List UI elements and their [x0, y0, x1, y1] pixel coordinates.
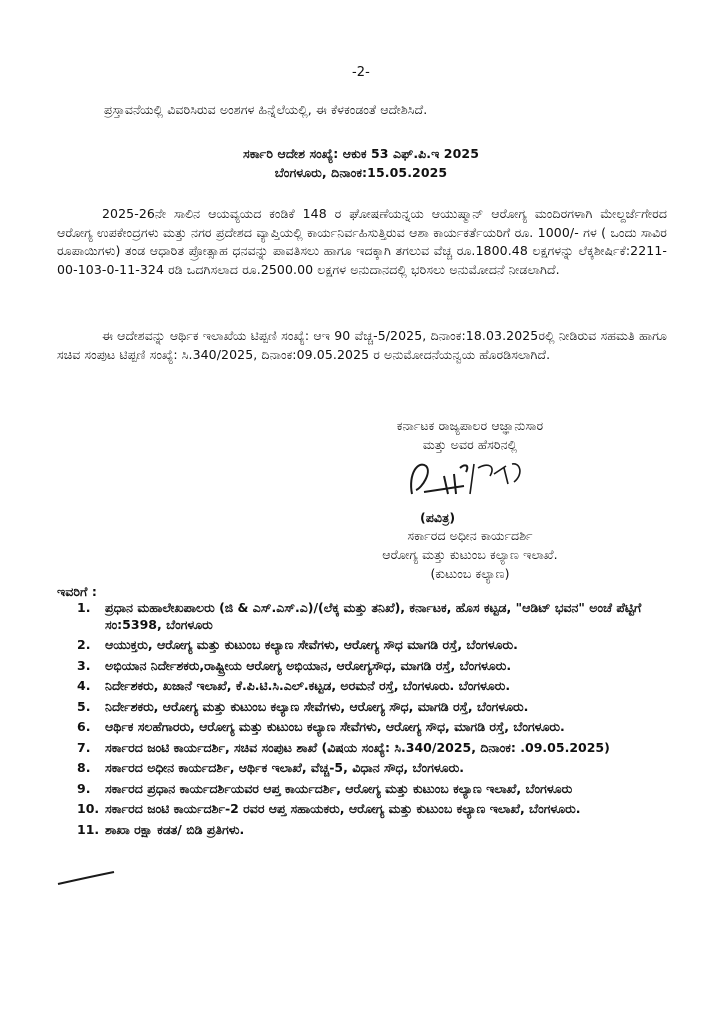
- list-item: 9. ಸರ್ಕಾರದ ಪ್ರಧಾನ ಕಾರ್ಯದರ್ಶಿಯವರ ಆಪ್ತ ಕಾರ್ಯದರ್ಶಿ, ಆರೋಗ್ಯ ಮತ್ತು ಕುಟುಂಬ ಕಲ್ಯಾಣ ಇಲಾಖೆ, ಬೆಂಗಳೂರು: [77, 780, 573, 796]
- governor-name-line: ಮತ್ತು ಅವರ ಹೆಸರಿನಲ್ಲಿ: [422, 437, 518, 452]
- list-item: 7. ಸರ್ಕಾರದ ಜಂಟಿ ಕಾರ್ಯದರ್ಶಿ, ಸಚಿವ ಸಂಪುಟ ಶಾಖೆ (ವಿಷಯ ಸಂಖ್ಯೆ: ಸಿ.340/2025, ದಿನಾಂಕ: .09.05.2025): [77, 739, 610, 755]
- list-item: 1. ಪ್ರಧಾನ ಮಹಾಲೇಖಪಾಲರು (ಜಿ & ಎಸ್.ಎಸ್.ಎ)/(ಲೆಕ್ಕ ಮತ್ತು ತನಿಖೆ), ಕರ್ನಾಟಕ, ಹೊಸ ಕಟ್ಟಡ, "ಆಡಿಟ್ ಭವನ" ಅಂಚೆ ಪೆಟ್ಟಿಗೆ ಸಂ:5398, ಬೆಂಗಳೂರು: [77, 600, 642, 632]
- list-item: 6. ಆರ್ಥಿಕ ಸಲಹೆಗಾರರು, ಆರೋಗ್ಯ ಮತ್ತು ಕುಟುಂಬ ಕಲ್ಯಾಣ ಸೇವೆಗಳು, ಆರೋಗ್ಯ ಸೌಧ, ಮಾಗಡಿ ರಸ್ತೆ, ಬೆಂಗಳೂರು.: [77, 719, 565, 734]
- list-item: 10. ಸರ್ಕಾರದ ಜಂಟಿ ಕಾರ್ಯದರ್ಶಿ-2 ರವರ ಆಪ್ತ ಸಹಾಯಕರು, ಆರೋಗ್ಯ ಮತ್ತು ಕುಟುಂಬ ಕಲ್ಯಾಣ ಇಲಾಖೆ, ಬೆಂಗಳೂರು.: [77, 801, 581, 816]
- order-paragraph-1: 2025-26ನೇ ಸಾಲಿನ ಆಯವ್ಯಯದ ಕಂಡಿಕೆ 148 ರ ಘೋಷಣೆಯನ್ನಯ ಆಯುಷ್ಮಾನ್ ಆರೋಗ್ಯ ಮಂದಿರಗಳಾಗಿ ಮೇಲ್ದರ್ಜೆಗೇರದ ಆರೋಗ್ಯ ಉಪಕೇಂದ್ರಗಳು ಮತ್ತು ನಗರ ಪ್ರದೇಶದ ವ್ಯಾಪ್ತಿಯಲ್ಲಿ ಕಾರ್ಯನಿರ್ವಹಿಸುತ್ತಿರುವ ಆಶಾ ಕಾರ್ಯಕರ್ತೆಯರಿಗೆ ರೂ. 1000/- ಗಳ ( ಒಂದು ಸಾವಿರ ರೂಪಾಯಿಗಳು) ತಂಡ ಆಧಾರಿತ ಪ್ರೋತ್ಸಾಹ ಧನವನ್ನು ಪಾವತಿಸಲು ಹಾಗೂ ಇದಕ್ಕಾಗಿ ತಗಲುವ ವೆಚ್ಚ ರೂ.1800.48 ಲಕ್ಷಗಳನ್ನು ಲೆಕ್ಕಶೀರ್ಷಿಕೆ:2211-00-103-0-11-324 ರಡಿ ಒದಗಿಸಲಾದ ರೂ.2500.00 ಲಕ್ಷಗಳ ಅನುದಾನದಲ್ಲಿ ಭರಿಸಲು ಅನುಮೋದನೆ ನೀಡಲಾಗಿದೆ.: [57, 206, 667, 277]
- list-item: 11. ಶಾಖಾ ರಕ್ಷಾ ಕಡತ/ ಬಿಡಿ ಪ್ರತಿಗಳು.: [77, 821, 245, 837]
- list-item: 3. ಅಭಿಯಾನ ನಿರ್ದೇಶಕರು,ರಾಷ್ಟ್ರೀಯ ಆರೋಗ್ಯ ಅಭಿಯಾನ, ಆರೋಗ್ಯಸೌಧ, ಮಾಗಡಿ ರಸ್ತೆ, ಬೆಂಗಳೂರು.: [77, 657, 512, 673]
- page-number: -2-: [352, 65, 370, 80]
- distribution-label: ಇವರಿಗೆ :: [57, 584, 97, 599]
- signatory-department: ಆರೋಗ್ಯ ಮತ್ತು ಕುಟುಂಬ ಕಲ್ಯಾಣ ಇಲಾಖೆ.: [382, 547, 558, 562]
- distribution-list: [57, 600, 672, 842]
- list-item: 5. ನಿರ್ದೇಶಕರು, ಆರೋಗ್ಯ ಮತ್ತು ಕುಟುಂಬ ಕಲ್ಯಾಣ ಸೇವೆಗಳು, ಆರೋಗ್ಯ ಸೌಧ, ಮಾಗಡಿ ರಸ್ತೆ, ಬೆಂಗಳೂರು.: [77, 698, 529, 714]
- signatory-name: (ಪವಿತ್ರ): [420, 510, 456, 525]
- list-item: 2. ಆಯುಕ್ತರು, ಆರೋಗ್ಯ ಮತ್ತು ಕುಟುಂಬ ಕಲ್ಯಾಣ ಸೇವೆಗಳು, ಆರೋಗ್ಯ ಸೌಧ ಮಾಗಡಿ ರಸ್ತೆ, ಬೆಂಗಳೂರು.: [77, 637, 518, 652]
- place-date: ಬೆಂಗಳೂರು, ದಿನಾಂಕ:15.05.2025: [274, 165, 448, 180]
- list-item: 8. ಸರ್ಕಾರದ ಅಧೀನ ಕಾರ್ಯದರ್ಶಿ, ಆರ್ಥಿಕ ಇಲಾಖೆ, ವೆಚ್ಚ-5, ವಿಧಾನ ಸೌಧ, ಬೆಂಗಳೂರು.: [77, 760, 464, 775]
- signatory-designation: ಸರ್ಕಾರದ ಅಧೀನ ಕಾರ್ಯದರ್ಶಿ: [407, 528, 533, 543]
- intro-sentence: ಪ್ರಸ್ತಾವನೆಯಲ್ಲಿ ವಿವರಿಸಿರುವ ಅಂಶಗಳ ಹಿನ್ನೆಲೆಯಲ್ಲಿ, ಈ ಕೆಳಕಂಡಂತೆ ಆದೇಶಿಸಿದೆ.: [104, 102, 428, 117]
- governor-order-line: ಕರ್ನಾಟಕ ರಾಜ್ಯಪಾಲರ ಆಜ್ಞಾನುಸಾರ: [396, 418, 544, 433]
- order-number: ಸರ್ಕಾರಿ ಆದೇಶ ಸಂಖ್ಯೆ: ಆಕುಕ 53 ಎಫ್.ಪಿ.ಇ 2025: [242, 146, 480, 161]
- pen-stroke-mark: [56, 868, 116, 888]
- list-item: 4. ನಿರ್ದೇಶಕರು, ಖಜಾನೆ ಇಲಾಖೆ, ಕೆ.ಪಿ.ಟಿ.ಸಿ.ಎಲ್.ಕಟ್ಟಡ, ಅರಮನೆ ರಸ್ತೆ, ಬೆಂಗಳೂರು. ಬೆಂಗಳೂರು.: [77, 678, 511, 693]
- signatory-section: (ಕುಟುಂಬ ಕಲ್ಯಾಣ): [430, 566, 510, 581]
- order-paragraph-2: ಈ ಆದೇಶವನ್ನು ಆರ್ಥಿಕ ಇಲಾಖೆಯ ಟಿಪ್ಪಣಿ ಸಂಖ್ಯೆ: ಆಇ 90 ವೆಚ್ಚ-5/2025, ದಿನಾಂಕ:18.03.2025ರಲ್ಲಿ ನೀಡಿರುವ ಸಹಮತಿ ಹಾಗೂ ಸಚಿವ ಸಂಪುಟ ಟಿಪ್ಪಣಿ ಸಂಖ್ಯೆ: ಸಿ.340/2025, ದಿನಾಂಕ:09.05.2025 ರ ಅನುಮೋದನೆಯನ್ವಯ ಹೊರಡಿಸಲಾಗಿದೆ.: [57, 328, 667, 362]
- handwritten-signature: [404, 454, 534, 510]
